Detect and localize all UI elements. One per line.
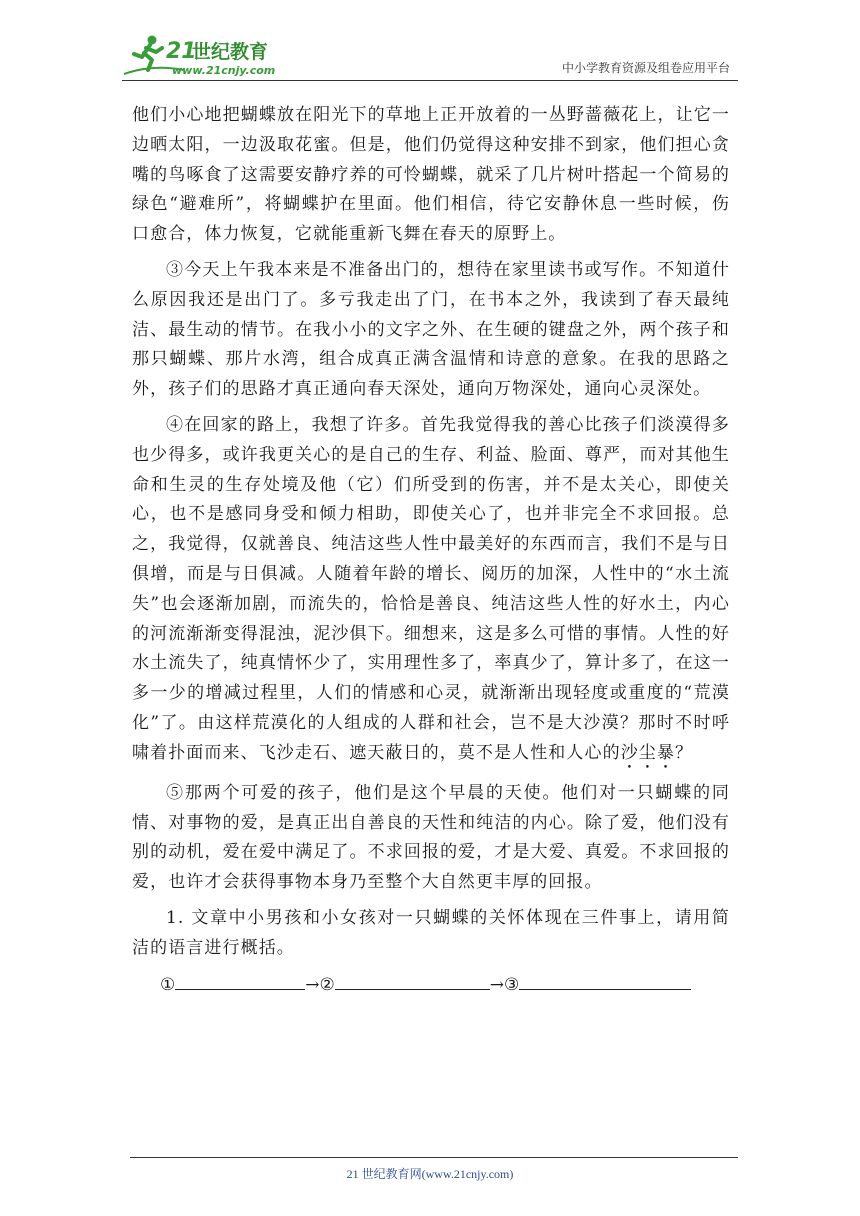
paragraph-4-end: ？: [675, 742, 694, 763]
answer-line: [132, 970, 730, 1000]
answer-mark-3: →③: [489, 974, 520, 995]
answer-mark-1: ①: [160, 974, 176, 995]
footer-text: 21 世纪教育网(www.21cnjy.com): [346, 1167, 514, 1181]
article-body: [132, 101, 730, 1000]
answer-mark-2: →②: [305, 974, 335, 995]
svg-text:21: 21: [166, 39, 197, 64]
paragraph-1: 他们小心地把蝴蝶放在阳光下的草地上正开放着的一丛野蔷薇花上，让它一边晒太阳，一边汲取花蜜。但是，他们仍觉得这种安排不到家，他们担心贪嘴的鸟啄食了这需要安静疗养的可怜蝴蝶，就采了几片树叶搭起一个简易的绿色“避难所”，将蝴蝶护在里面。他们相信，待它安静休息一些时候，伤口愈合，体力恢复，它就能重新飞舞在春天的原野上。: [132, 105, 730, 245]
site-logo: [122, 30, 292, 78]
emphasized-phrase: 沙尘暴: [620, 742, 676, 763]
footer-divider: [130, 1157, 738, 1158]
answer-blank-2[interactable]: [335, 971, 490, 990]
paragraph-4-text: ④在回家的路上，我想了许多。首先我觉得我的善心比孩子们淡漠得多也少得多，或许我更关心的是自己的生存、利益、脸面、尊严，而对其他生命和生灵的生存处境及他（它）们所受到的伤害，并不是太关心，即使关心，也不是感同身受和倾力相助，即使关心了，也并非完全不求回报。总之，我觉得，仅就善良、纯洁这些人性中最美好的东西而言，我们不是与日俱增，而是与日俱减。人随着年龄的增长、阅历的加深，人性中的“水土流失”也会逐渐加剧，而流失的，恰恰是善良、纯洁这些人性的好水土，内心的河流渐渐变得混浊，泥沙俱下。细想来，这是多么可惜的事情。人性的好水土流失了，纯真情怀少了，实用理性多了，率真少了，算计多了，在这一多一少的增减过程里，人们的情感和心灵，就渐渐出现轻度或重度的“荒漠化”了。由这样荒漠化的人组成的人群和社会，岂不是大沙漠？那时不时呼啸着扑面而来、飞沙走石、遮天蔽日的，莫不是人性和人心的: [132, 414, 730, 763]
platform-name: 中小学教育资源及组卷应用平台: [561, 61, 730, 75]
svg-text:世纪教育: 世纪教育: [192, 41, 269, 63]
paragraph-4: [132, 411, 730, 773]
answer-blank-1[interactable]: [175, 971, 305, 990]
svg-text:www.21cnjy.com: www.21cnjy.com: [172, 64, 276, 77]
paragraph-3: ③今天上午我本来是不准备出门的，想待在家里读书或写作。不知道什么原因我还是出门了。多亏我走出了门，在书本之外，我读到了春天最纯洁、最生动的情节。在我小小的文字之外、在生硬的键盘之外，两个孩子和那只蝴蝶、那片水湾，组合成真正满含温情和诗意的意象。在我的思路之外，孩子们的思路才真正通向春天深处，通向万物深处，通向心灵深处。: [132, 259, 730, 400]
question-1: 1. 文章中小男孩和小女孩对一只蝴蝶的关怀体现在三件事上，请用简洁的语言进行概括。: [132, 907, 730, 958]
paragraph-5: ⑤那两个可爱的孩子，他们是这个早晨的天使。他们对一只蝴蝶的同情、对事物的爱，是真正出自善良的天性和纯洁的内心。除了爱，他们没有别的动机，爱在爱中满足了。不求回报的爱，才是大爱、真爱。不求回报的爱，也许才会获得事物本身乃至整个大自然更丰厚的回报。: [132, 782, 730, 893]
page-header: [122, 28, 738, 81]
answer-blank-3[interactable]: [519, 971, 691, 990]
